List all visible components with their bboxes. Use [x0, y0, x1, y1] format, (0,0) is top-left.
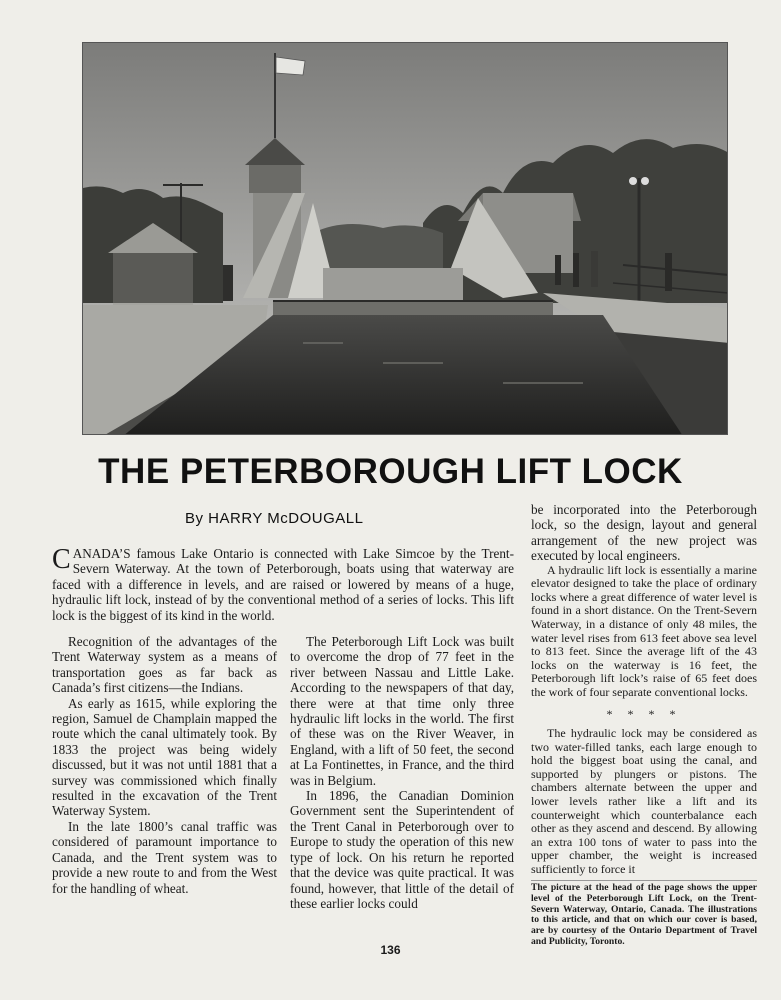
paragraph: A hydraulic lift lock is essentially a marine elevator designed to take the place of ordinary locks where a great difference of water level is found in a short distance. On the Trent-Severn Waterway, in a distance of only 48 miles, the water level rises from 613 feet above sea level to 813 feet. Since the average lift of the 43 locks on the waterway is 16 feet, the Peterborough lift lock’s raise of 65 feet does the work of four separate conventional locks.	[531, 562, 757, 699]
paragraph: As early as 1615, while exploring the region, Samuel de Champlain mapped the route which the canal ultimately took. By 1833 the project was being widely discussed, but it was not until 1881 that a survey was commissioned which finally resulted in the excavation of the Trent Waterway System.	[52, 695, 277, 819]
paragraph: The hydraulic lock may be considered as two water-filled tanks, each large enough to hold the biggest boat using the canal, and supported by plungers or pistons. The chambers alternate between the upper and lower levels rather like a lift and its counterweight which counterbalance each other as they ascend and descend. By allowing an extra 100 tons of water to pass into the upper chamber, the weight is increased sufficiently to force it	[531, 725, 757, 876]
article-title: THE PETERBOROUGH LIFT LOCK	[98, 452, 683, 491]
lead-paragraph	[52, 546, 514, 623]
lead-text: ANADA’S famous Lake Ontario is connected with Lake Simcoe by the Trent-Severn Waterway. At the town of Peterborough, boats using that waterway are faced with a difference in levels, and are raised or lowered by means of a huge, hydraulic lift lock, instead of by the conventional method of a series of locks. This lift lock is the biggest of its kind in the world.	[52, 546, 514, 623]
paragraph: In the late 1800’s canal traffic was considered of paramount importance to Canada, and the Trent system was to provide a new route to and from the West for the handling of wheat.	[52, 818, 277, 896]
drop-cap: C	[52, 544, 71, 575]
column-1	[52, 634, 277, 896]
paragraph: The Peterborough Lift Lock was built to overcome the drop of 77 feet in the river between Nassau and Little Lake. According to the newspapers of that day, there were at that time only three hydraulic lift locks in the world. The first of these was on the River Weaver, in England, with a lift of 50 feet, the second at La Fontinettes, in France, and the third was in Belgium.	[290, 634, 514, 788]
byline: By HARRY McDOUGALL	[185, 510, 364, 527]
column-2	[290, 634, 514, 911]
lift-lock-photo	[82, 42, 728, 435]
column-3	[531, 502, 757, 877]
photo-caption: The picture at the head of the page shows the upper level of the Peterborough Lift Lock, on the Trent-Severn Waterway, Ontario, Canada. The illustrations to this article, and that on which our cover is based, are by courtesy of the Ontario Department of Travel and Publicity, Toronto.	[531, 882, 757, 947]
lift-lock-illustration	[83, 43, 728, 435]
section-separator: * * * *	[606, 706, 682, 721]
paragraph: be incorporated into the Peterborough lock, so the design, layout and general arrangement of the new project was executed by local engineers.	[531, 502, 757, 564]
page-number: 136	[380, 943, 401, 957]
paragraph: In 1896, the Canadian Dominion Government sent the Superintendent of the Trent Canal in Peterborough over to Europe to study the operation of this new type of lock. On his return he reported that the device was quite practical. It was found, however, that little of the detail of these earlier locks could	[290, 788, 514, 911]
paragraph: Recognition of the advantages of the Trent Waterway system as a means of transportation goes as far back as Canada’s first citizens—the Indians.	[52, 634, 277, 696]
